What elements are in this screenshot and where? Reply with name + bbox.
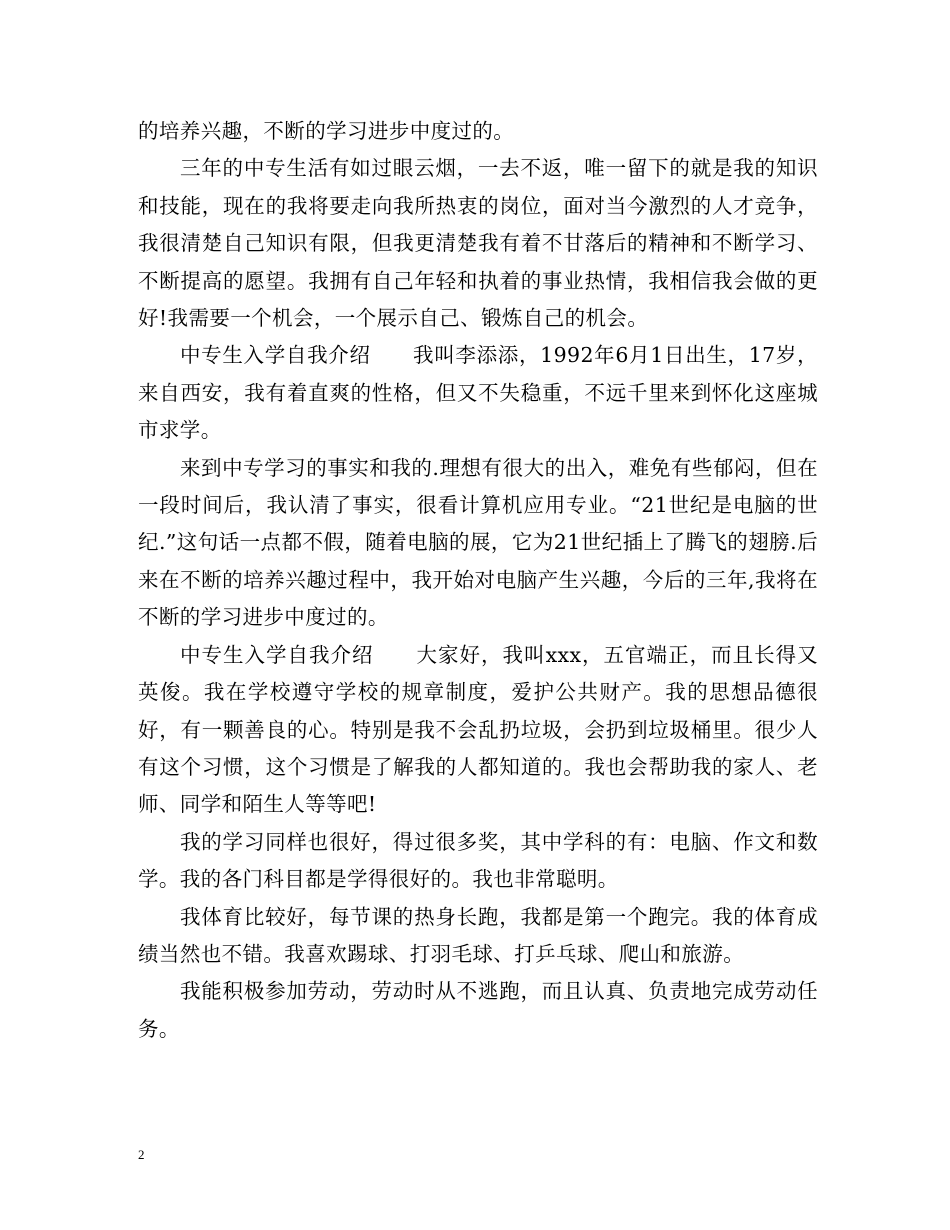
paragraph: 三年的中专生活有如过眼云烟，一去不返，唯一留下的就是我的知识和技能，现在的我将要走向我所热衷的岗位，面对当今激烈的人才竞争，我很清楚自己知识有限，但我更清楚我有着不甘落后的精神和不断学习、不断提高的愿望。我拥有自己年轻和执着的事业热情，我相信我会做的更好!我需要一个机会，一个展示自己、锻炼自己的机会。 [138, 156, 818, 331]
paragraph: 我的学习同样也很好，得过很多奖，其中学科的有：电脑、作文和数学。我的各门科目都是学得很好的。我也非常聪明。 [138, 829, 818, 892]
paragraph: 中专生入学自我介绍 我叫李添添，1992年6月1日出生，17岁，来自西安，我有着直爽的性格，但又不失稳重，不远千里来到怀化这座城市求学。 [138, 343, 818, 443]
paragraph: 中专生入学自我介绍 大家好，我叫xxx，五官端正，而且长得又英俊。我在学校遵守学校的规章制度，爱护公共财产。我的思想品德很好，有一颗善良的心。特别是我不会乱扔垃圾，会扔到垃圾桶里。很少人有这个习惯，这个习惯是了解我的人都知道的。我也会帮助我的家人、老师、同学和陌生人等等吧! [138, 642, 818, 817]
paragraph: 我体育比较好，每节课的热身长跑，我都是第一个跑完。我的体育成绩当然也不错。我喜欢踢球、打羽毛球、打乒乓球、爬山和旅游。 [138, 904, 818, 966]
paragraph: 来到中专学习的事实和我的.理想有很大的出入，难免有些郁闷，但在一段时间后，我认清了事实，很看计算机应用专业。“21世纪是电脑的世纪.”这句话一点都不假，随着电脑的展，它为21世纪插上了腾飞的翅膀.后来在不断的培养兴趣过程中，我开始对电脑产生兴趣，今后的三年,我将在不断的学习进步中度过的。 [138, 455, 818, 630]
body-text [138, 113, 818, 1048]
paragraph: 我能积极参加劳动，劳动时从不逃跑，而且认真、负责地完成劳动任务。 [138, 979, 818, 1041]
paragraph: 的培养兴趣，不断的学习进步中度过的。 [138, 119, 515, 143]
page-number: 2 [138, 1147, 145, 1162]
